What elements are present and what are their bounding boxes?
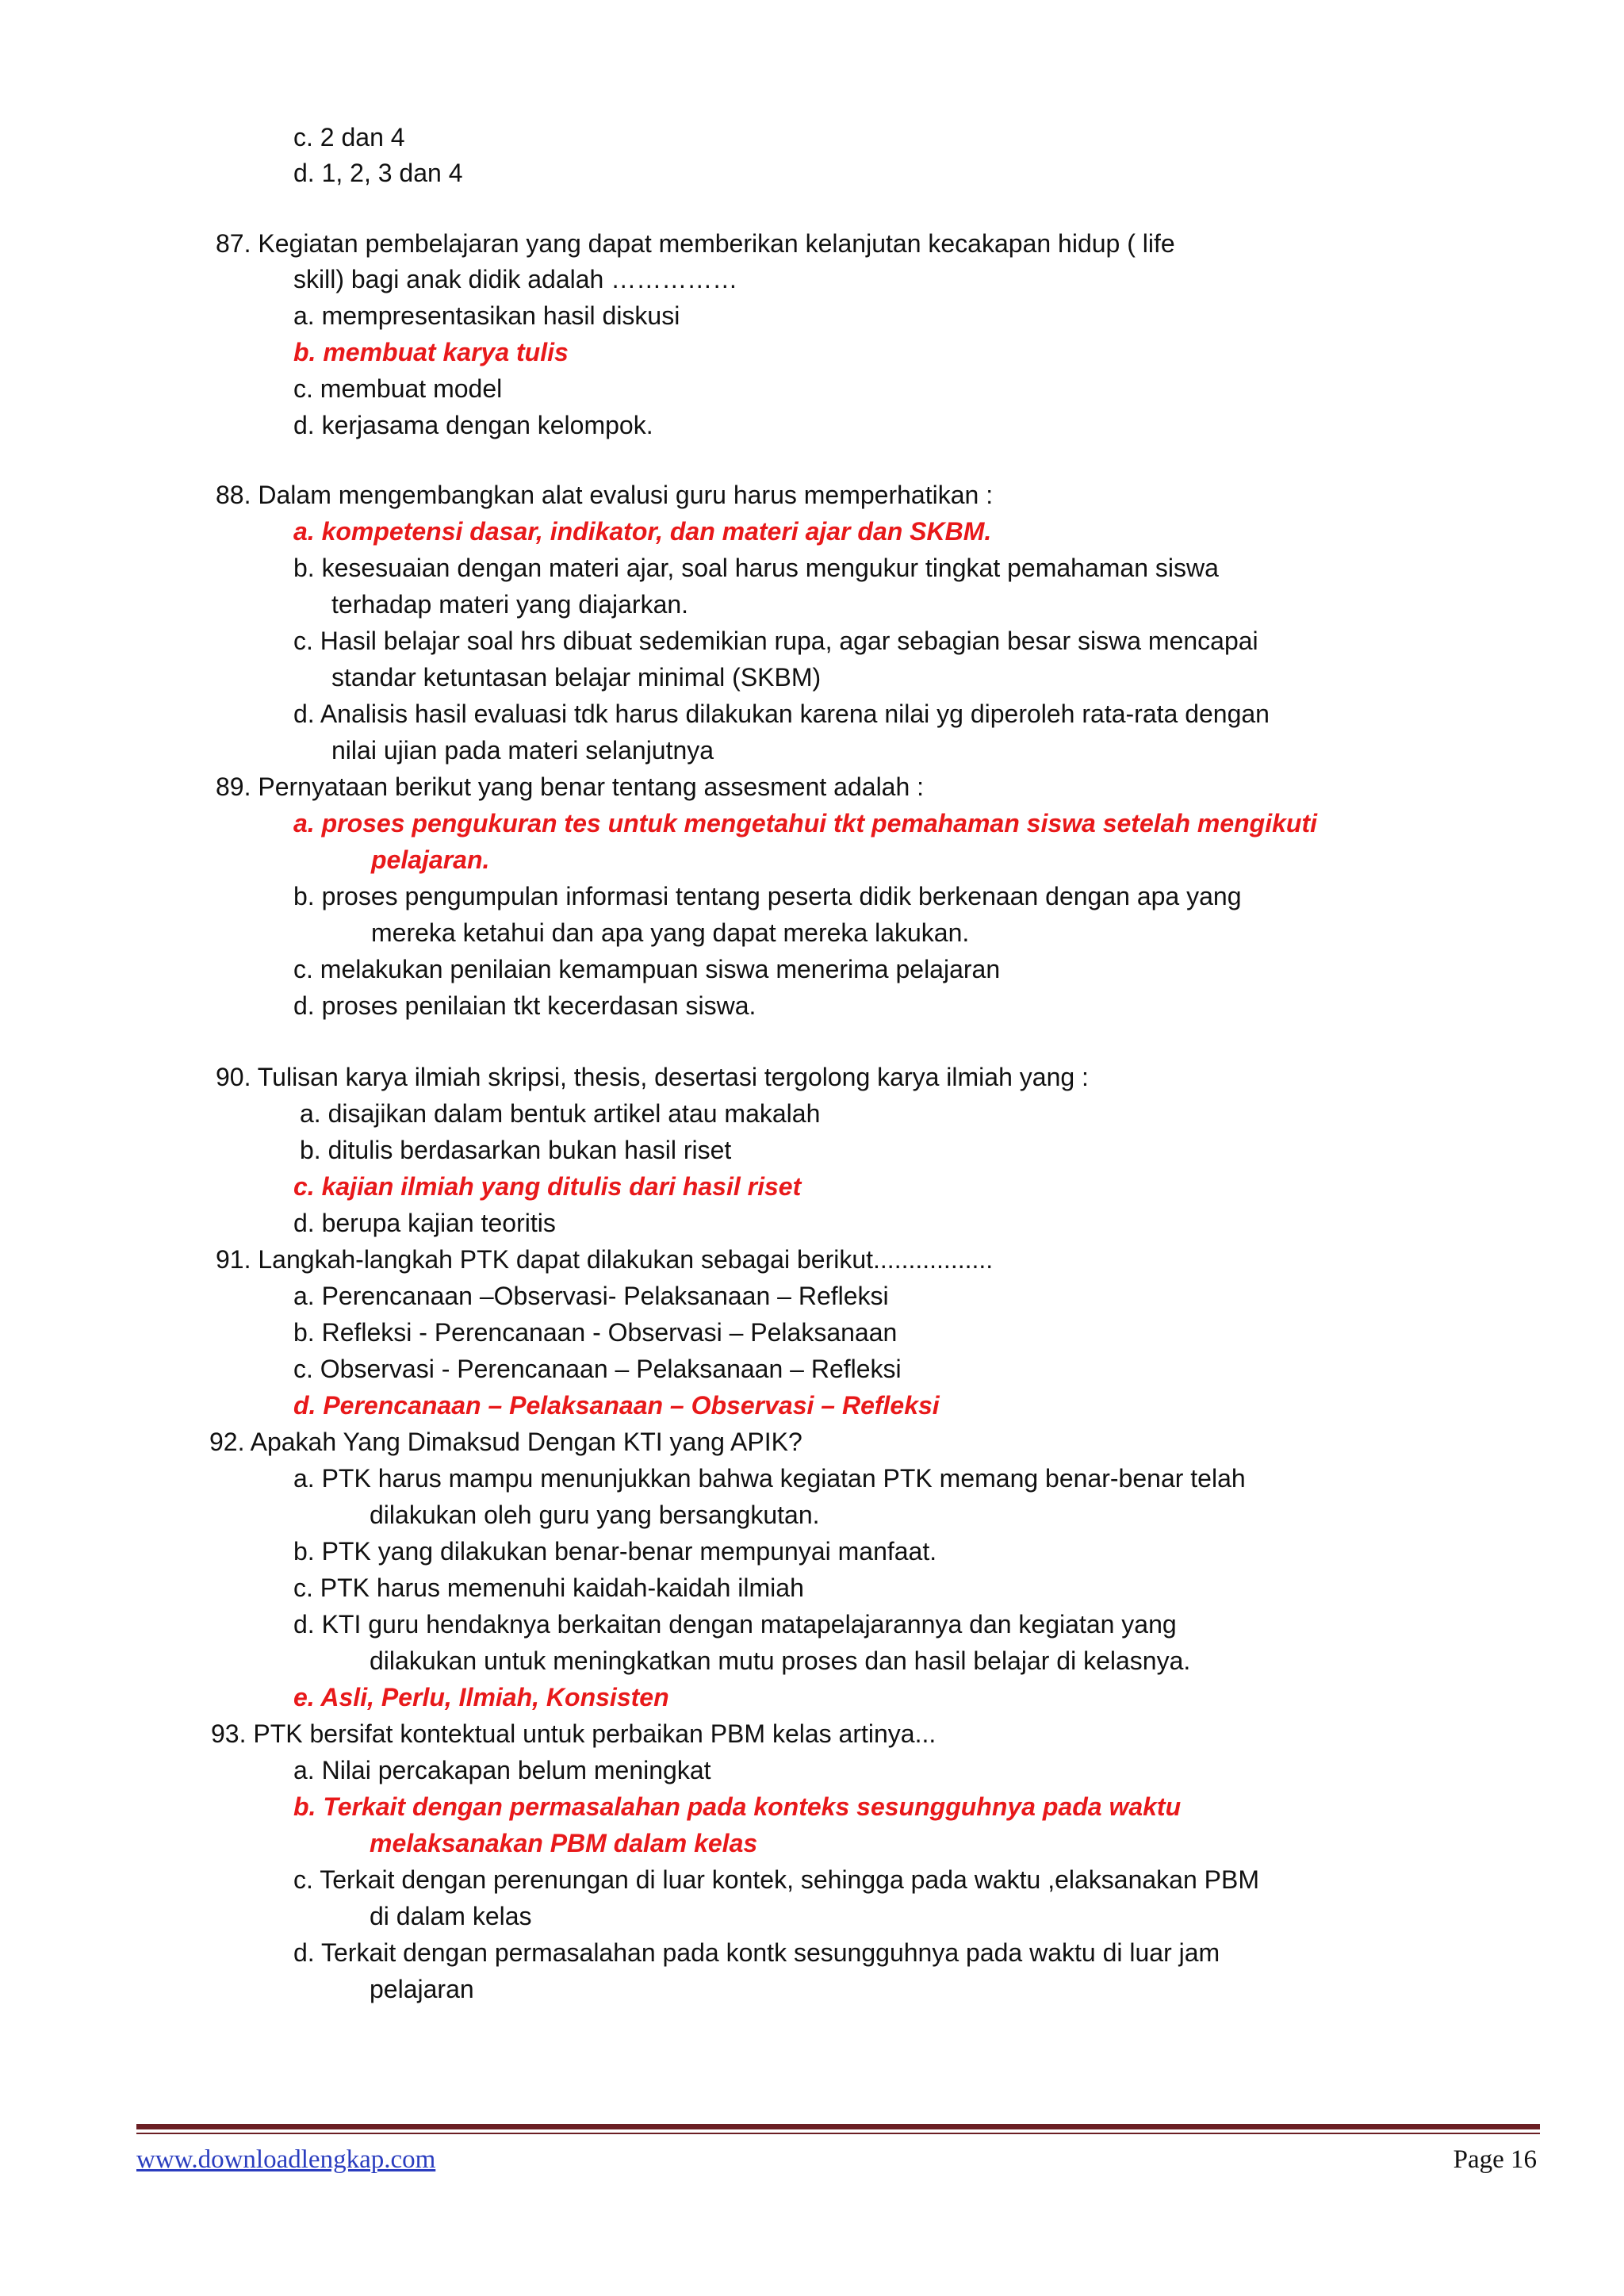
option-line: d. berupa kajian teoritis (293, 1209, 556, 1237)
option-line: terhadap materi yang diajarkan. (331, 590, 689, 619)
option-line: dilakukan untuk meningkatkan mutu proses dan hasil belajar di kelasnya. (370, 1646, 1191, 1675)
option-line: c. membuat model (293, 374, 503, 403)
option-line: di dalam kelas (370, 1902, 532, 1930)
answer-line: c. kajian ilmiah yang ditulis dari hasil riset (293, 1172, 802, 1201)
question-87: 87. Kegiatan pembelajaran yang dapat memberikan kelanjutan kecakapan hidup ( life (216, 229, 1175, 258)
question-91: 91. Langkah-langkah PTK dapat dilakukan sebagai berikut................. (216, 1245, 994, 1274)
option-line: c. Hasil belajar soal hrs dibuat sedemikian rupa, agar sebagian besar siswa mencapai (293, 627, 1258, 655)
answer-line: a. proses pengukuran tes untuk mengetahui tkt pemahaman siswa setelah mengikuti (293, 809, 1317, 838)
option-line: c. 2 dan 4 (293, 123, 405, 151)
option-line: d. Analisis hasil evaluasi tdk harus dilakukan karena nilai yg diperoleh rata-rata dengan (293, 700, 1270, 728)
option-line: c. Terkait dengan perenungan di luar kontek, sehingga pada waktu ,elaksanakan PBM (293, 1865, 1259, 1894)
option-line: d. 1, 2, 3 dan 4 (293, 159, 463, 187)
question-92: 92. Apakah Yang Dimaksud Dengan KTI yang APIK? (209, 1428, 802, 1456)
option-line: d. Terkait dengan permasalahan pada kontk sesungguhnya pada waktu di luar jam (293, 1938, 1220, 1967)
option-line: b. PTK yang dilakukan benar-benar mempunyai manfaat. (293, 1537, 937, 1566)
option-line: a. Nilai percakapan belum meningkat (293, 1756, 711, 1784)
answer-line: b. Terkait dengan permasalahan pada konteks sesungguhnya pada waktu (293, 1792, 1182, 1821)
question-89: 89. Pernyataan berikut yang benar tentang assesment adalah : (216, 772, 925, 801)
answer-line: e. Asli, Perlu, Ilmiah, Konsisten (293, 1683, 669, 1711)
option-line: mereka ketahui dan apa yang dapat mereka lakukan. (371, 918, 970, 947)
answer-line: melaksanakan PBM dalam kelas (370, 1829, 758, 1857)
option-line: d. kerjasama dengan kelompok. (293, 411, 653, 439)
option-line: a. Perencanaan –Observasi- Pelaksanaan – Refleksi (293, 1282, 889, 1310)
option-line: nilai ujian pada materi selanjutnya (331, 736, 714, 765)
option-line: b. ditulis berdasarkan bukan hasil riset (300, 1136, 732, 1164)
option-line: d. KTI guru hendaknya berkaitan dengan matapelajarannya dan kegiatan yang (293, 1610, 1177, 1639)
option-line: c. Observasi - Perencanaan – Pelaksanaan – Refleksi (293, 1355, 902, 1383)
option-line: c. PTK harus memenuhi kaidah-kaidah ilmiah (293, 1573, 804, 1602)
option-line: dilakukan oleh guru yang bersangkutan. (370, 1501, 820, 1529)
question-93: 93. PTK bersifat kontektual untuk perbaikan PBM kelas artinya... (211, 1719, 936, 1748)
option-line: a. mempresentasikan hasil diskusi (293, 301, 680, 330)
option-line: a. disajikan dalam bentuk artikel atau makalah (300, 1099, 821, 1128)
footer-link[interactable]: www.downloadlengkap.com (136, 2145, 436, 2174)
option-line: pelajaran (370, 1975, 474, 2003)
answer-line: pelajaran. (371, 845, 490, 874)
page-number: Page 16 (1453, 2145, 1537, 2174)
question-line: skill) bagi anak didik adalah …………… (293, 265, 738, 293)
question-90: 90. Tulisan karya ilmiah skripsi, thesis, desertasi tergolong karya ilmiah yang : (216, 1063, 1089, 1091)
option-line: a. PTK harus mampu menunjukkan bahwa kegiatan PTK memang benar-benar telah (293, 1464, 1246, 1493)
option-line: d. proses penilaian tkt kecerdasan siswa. (293, 991, 756, 1020)
answer-line: a. kompetensi dasar, indikator, dan materi ajar dan SKBM. (293, 517, 992, 546)
question-88: 88. Dalam mengembangkan alat evalusi guru harus memperhatikan : (216, 481, 994, 509)
option-line: b. Refleksi - Perencanaan - Observasi – Pelaksanaan (293, 1318, 898, 1347)
footer-rule-thin (136, 2133, 1540, 2134)
option-line: b. proses pengumpulan informasi tentang peserta didik berkenaan dengan apa yang (293, 882, 1242, 910)
option-line: c. melakukan penilaian kemampuan siswa menerima pelajaran (293, 955, 1001, 983)
option-line: standar ketuntasan belajar minimal (SKBM) (331, 663, 822, 692)
answer-line: b. membuat karya tulis (293, 338, 569, 366)
option-line: b. kesesuaian dengan materi ajar, soal harus mengukur tingkat pemahaman siswa (293, 554, 1219, 582)
footer-rule (136, 2124, 1540, 2129)
answer-line: d. Perencanaan – Pelaksanaan – Observasi – Refleksi (293, 1391, 940, 1420)
